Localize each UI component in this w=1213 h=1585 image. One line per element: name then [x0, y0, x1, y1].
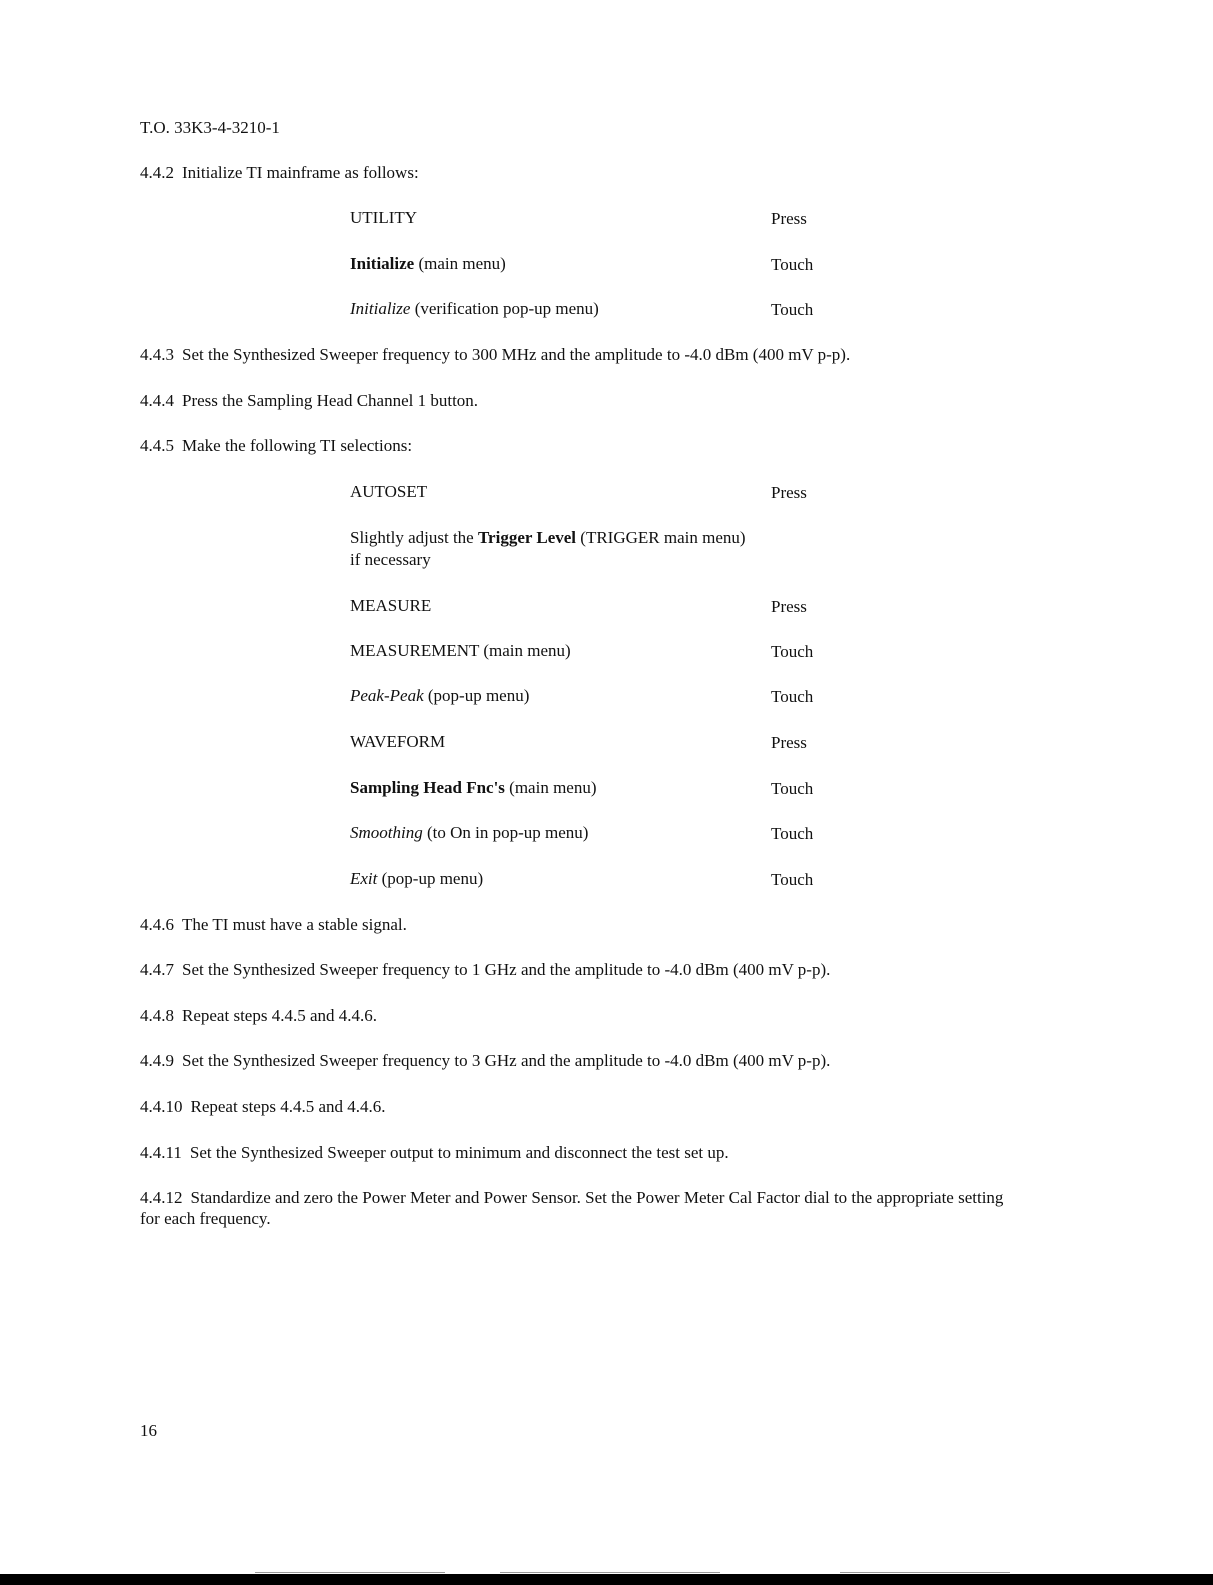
- scan-bottom-edge: [0, 1574, 1213, 1585]
- step-text: Set the Synthesized Sweeper frequency to 1 GHz and the amplitude to -4.0 dBm (400 mV p-p).: [182, 960, 831, 979]
- control-context: (main menu): [479, 641, 571, 660]
- instruction-text: Slightly adjust the: [350, 528, 478, 547]
- step-number: 4.4.5: [140, 436, 174, 455]
- control-name: Initialize: [350, 299, 411, 318]
- control-name: Exit: [350, 869, 378, 888]
- step-number: 4.4.7: [140, 960, 174, 979]
- scan-artifact: [500, 1572, 720, 1573]
- action-press: Press: [771, 209, 807, 228]
- control-context: (main menu): [414, 254, 506, 273]
- step-text: Press the Sampling Head Channel 1 button.: [182, 391, 479, 410]
- control-name: Sampling Head Fnc's: [350, 778, 505, 797]
- step-4-4-9: [140, 1050, 830, 1071]
- step-text: Standardize and zero the Power Meter and Power Sensor. Set the Power Meter Cal Factor dial to the appropriate setting for each frequency.: [140, 1188, 1004, 1228]
- step-number: 4.4.4: [140, 391, 174, 410]
- control-name: Smoothing: [350, 823, 423, 842]
- control-name: Initialize: [350, 254, 415, 273]
- step-text: Initialize TI mainframe as follows:: [182, 163, 419, 182]
- action-touch: Touch: [771, 300, 814, 319]
- step-4-4-3: [140, 344, 850, 365]
- step-text: Repeat steps 4.4.5 and 4.4.6.: [190, 1097, 386, 1116]
- action-touch: Touch: [771, 779, 814, 798]
- scan-artifact: [255, 1572, 445, 1573]
- step-text: Repeat steps 4.4.5 and 4.4.6.: [182, 1006, 377, 1025]
- step-4-4-6: [140, 914, 407, 935]
- control-context: (main menu): [504, 778, 597, 797]
- control-utility: UTILITY: [350, 208, 418, 227]
- control-context: (pop-up menu): [423, 686, 530, 705]
- step-4-4-4: [140, 390, 478, 411]
- control-exit: [350, 868, 483, 889]
- control-context: (TRIGGER main menu): [576, 528, 746, 547]
- action-touch: Touch: [771, 687, 814, 706]
- step-text: Set the Synthesized Sweeper frequency to 300 MHz and the amplitude to -4.0 dBm (400 mV p-p).: [182, 345, 851, 364]
- step-4-4-5: [140, 435, 412, 456]
- step-number: 4.4.2: [140, 163, 174, 182]
- action-touch: Touch: [771, 824, 814, 843]
- scan-artifact: [840, 1572, 1010, 1573]
- action-press: Press: [771, 597, 807, 616]
- step-4-4-8: [140, 1005, 377, 1026]
- instruction-condition: if necessary: [350, 550, 431, 569]
- step-4-4-11: [140, 1142, 729, 1163]
- action-press: Press: [771, 733, 807, 752]
- step-text: Set the Synthesized Sweeper output to minimum and disconnect the test set up.: [189, 1143, 729, 1162]
- step-number: 4.4.10: [140, 1097, 183, 1116]
- control-smoothing: [350, 822, 588, 843]
- step-4-4-7: [140, 959, 830, 980]
- step-text: Set the Synthesized Sweeper frequency to 3 GHz and the amplitude to -4.0 dBm (400 mV p-p).: [182, 1051, 831, 1070]
- control-initialize-main: [350, 253, 506, 274]
- control-sampling-head-fncs: [350, 777, 597, 798]
- action-press: Press: [771, 483, 807, 502]
- control-context: (to On in pop-up menu): [422, 823, 589, 842]
- control-name: Trigger Level: [477, 528, 577, 547]
- step-4-4-12: [140, 1187, 1010, 1229]
- action-touch: Touch: [771, 870, 814, 889]
- step-number: 4.4.3: [140, 345, 174, 364]
- instruction-trigger-level: [350, 527, 746, 548]
- control-initialize-popup: [350, 298, 599, 319]
- page-number: 16: [140, 1421, 157, 1440]
- step-number: 4.4.12: [140, 1188, 183, 1207]
- step-number: 4.4.8: [140, 1006, 174, 1025]
- control-peak-peak: [350, 685, 529, 706]
- action-touch: Touch: [771, 255, 814, 274]
- document-id: T.O. 33K3-4-3210-1: [140, 118, 280, 137]
- control-waveform: WAVEFORM: [350, 732, 446, 751]
- control-measurement: [350, 640, 571, 661]
- control-measure: MEASURE: [350, 596, 432, 615]
- step-text: The TI must have a stable signal.: [182, 915, 407, 934]
- step-text: Make the following TI selections:: [182, 436, 413, 455]
- step-4-4-2: [140, 162, 419, 183]
- step-number: 4.4.9: [140, 1051, 174, 1070]
- action-touch: Touch: [771, 642, 814, 661]
- step-number: 4.4.11: [140, 1143, 182, 1162]
- control-name: MEASUREMENT: [350, 641, 480, 660]
- control-context: (verification pop-up menu): [410, 299, 599, 318]
- control-context: (pop-up menu): [377, 869, 484, 888]
- step-4-4-10: [140, 1096, 386, 1117]
- control-autoset: AUTOSET: [350, 482, 428, 501]
- control-name: Peak-Peak: [350, 686, 424, 705]
- step-number: 4.4.6: [140, 915, 174, 934]
